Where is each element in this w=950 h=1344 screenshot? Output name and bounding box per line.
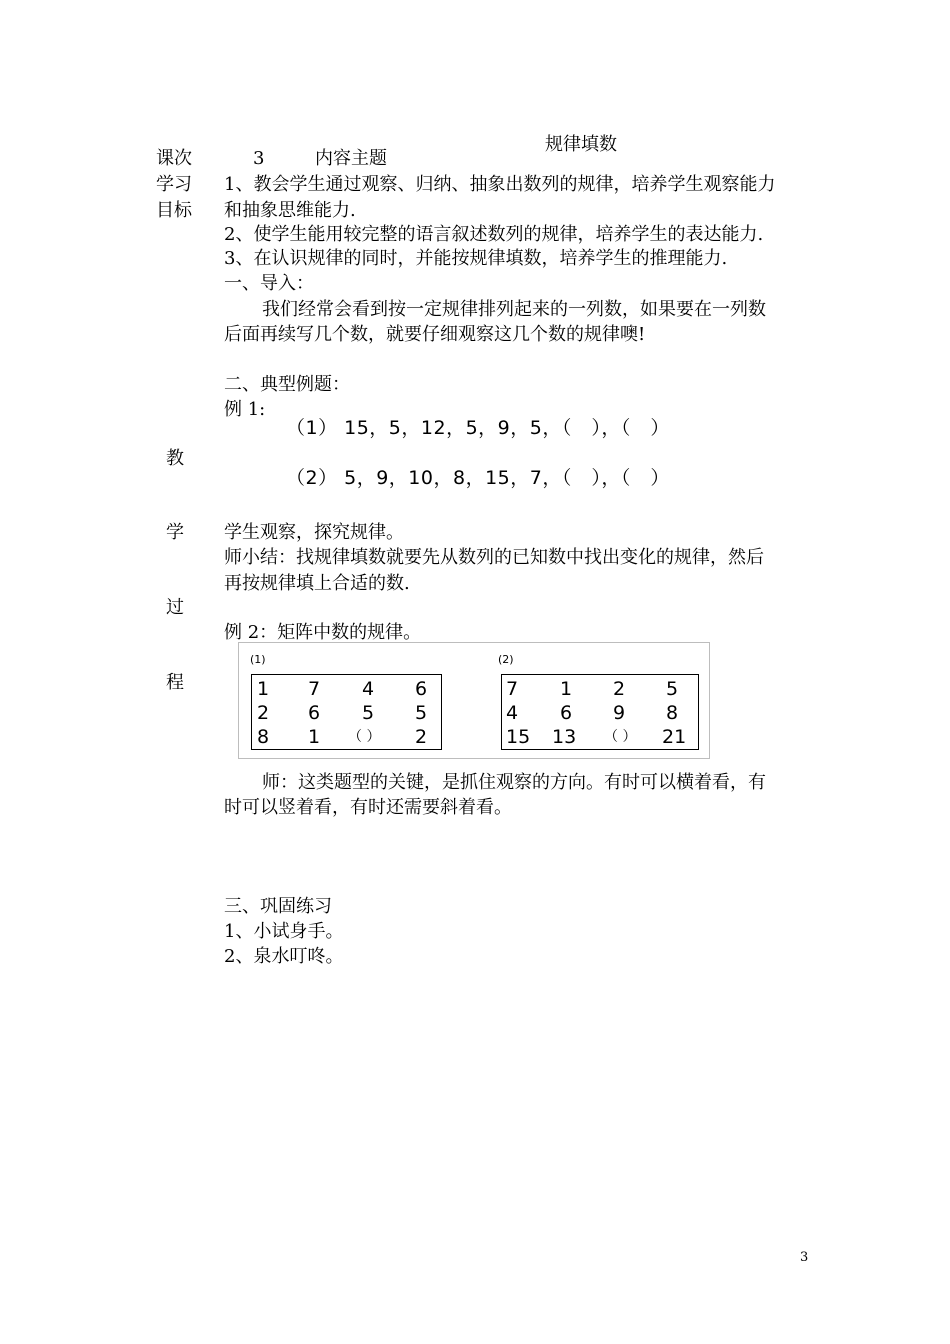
example-2-label: 例 2：矩阵中数的规律。 <box>224 622 422 643</box>
matrix-2-label: (2) <box>498 653 514 666</box>
objective-1b: 和抽象思维能力. <box>224 200 356 221</box>
objective-2: 2、使学生能用较完整的语言叙述数列的规律，培养学生的表达能力. <box>224 224 764 245</box>
teacher-line-1: 师：这类题型的关键，是抓住观察的方向。有时可以横着看，有 <box>262 772 766 793</box>
matrix-2-cell: 2 <box>613 678 626 700</box>
examples-heading: 二、典型例题： <box>224 374 350 395</box>
matrix-1-cell: 1 <box>257 678 270 700</box>
matrix-2-blank: （ ） <box>604 729 637 745</box>
matrix-1-label: (1) <box>250 653 266 666</box>
example-1-label: 例 1: <box>224 399 266 420</box>
matrix-1-cell: 5 <box>362 702 375 724</box>
process-label-3: 过 <box>166 597 184 618</box>
matrix-2-cell: 15 <box>506 726 531 748</box>
matrix-1-cell: 6 <box>308 702 321 724</box>
matrix-1 <box>251 674 442 750</box>
process-label-1: 教 <box>166 448 184 469</box>
teacher-line-2: 时可以竖着看，有时还需要斜着看。 <box>224 797 512 818</box>
practice-heading: 三、巩固练习 <box>224 896 332 917</box>
intro-heading: 一、导入： <box>224 273 314 294</box>
matrix-2-cell: 8 <box>666 702 679 724</box>
process-label-4: 程 <box>166 672 184 693</box>
matrix-1-cell: 6 <box>415 678 428 700</box>
matrix-figure <box>238 642 710 759</box>
intro-line-2: 后面再续写几个数，就要仔细观察这几个数的规律噢! <box>224 324 646 345</box>
matrix-1-cell: 2 <box>257 702 270 724</box>
observe-line: 学生观察，探究规律。 <box>224 522 404 543</box>
summary-line-1: 师小结：找规律填数就要先从数列的已知数中找出变化的规律，然后 <box>224 547 764 568</box>
sequence-2: （2） 5，9，10，8，15，7，（ ），（ ） <box>286 467 670 489</box>
page-number: 3 <box>800 1250 809 1265</box>
matrix-1-cell: 4 <box>362 678 375 700</box>
lesson-number: 3 <box>253 148 265 169</box>
matrix-2-cell: 1 <box>560 678 573 700</box>
matrix-2-cell: 13 <box>552 726 577 748</box>
topic-label: 内容主题 <box>315 148 387 169</box>
process-label-2: 学 <box>166 522 184 543</box>
matrix-1-cell: 1 <box>308 726 321 748</box>
matrix-1-cell: 5 <box>415 702 428 724</box>
practice-item-2: 2、泉水叮咚。 <box>224 946 344 967</box>
objective-3: 3、在认识规律的同时，并能按规律填数，培养学生的推理能力. <box>224 248 728 269</box>
topic-title: 规律填数 <box>545 134 617 155</box>
objectives-label-line2: 目标 <box>156 200 192 221</box>
summary-line-2: 再按规律填上合适的数. <box>224 573 410 594</box>
matrix-1-cell: 2 <box>415 726 428 748</box>
matrix-2-cell: 21 <box>662 726 687 748</box>
objectives-label-line1: 学习 <box>156 174 192 195</box>
matrix-1-cell: 8 <box>257 726 270 748</box>
sequence-1: （1） 15，5，12，5，9，5，（ ），（ ） <box>286 417 670 439</box>
objective-1a: 1、教会学生通过观察、归纳、抽象出数列的规律，培养学生观察能力 <box>224 174 776 195</box>
intro-line-1: 我们经常会看到按一定规律排列起来的一列数，如果要在一列数 <box>262 299 766 320</box>
matrix-2-cell: 9 <box>613 702 626 724</box>
matrix-2-cell: 5 <box>666 678 679 700</box>
lesson-label: 课次 <box>156 148 192 169</box>
practice-item-1: 1、小试身手。 <box>224 921 344 942</box>
matrix-1-blank: （ ） <box>348 729 381 745</box>
matrix-2-cell: 6 <box>560 702 573 724</box>
matrix-2 <box>501 674 699 750</box>
matrix-2-cell: 4 <box>506 702 519 724</box>
matrix-1-cell: 7 <box>308 678 321 700</box>
matrix-2-cell: 7 <box>506 678 519 700</box>
